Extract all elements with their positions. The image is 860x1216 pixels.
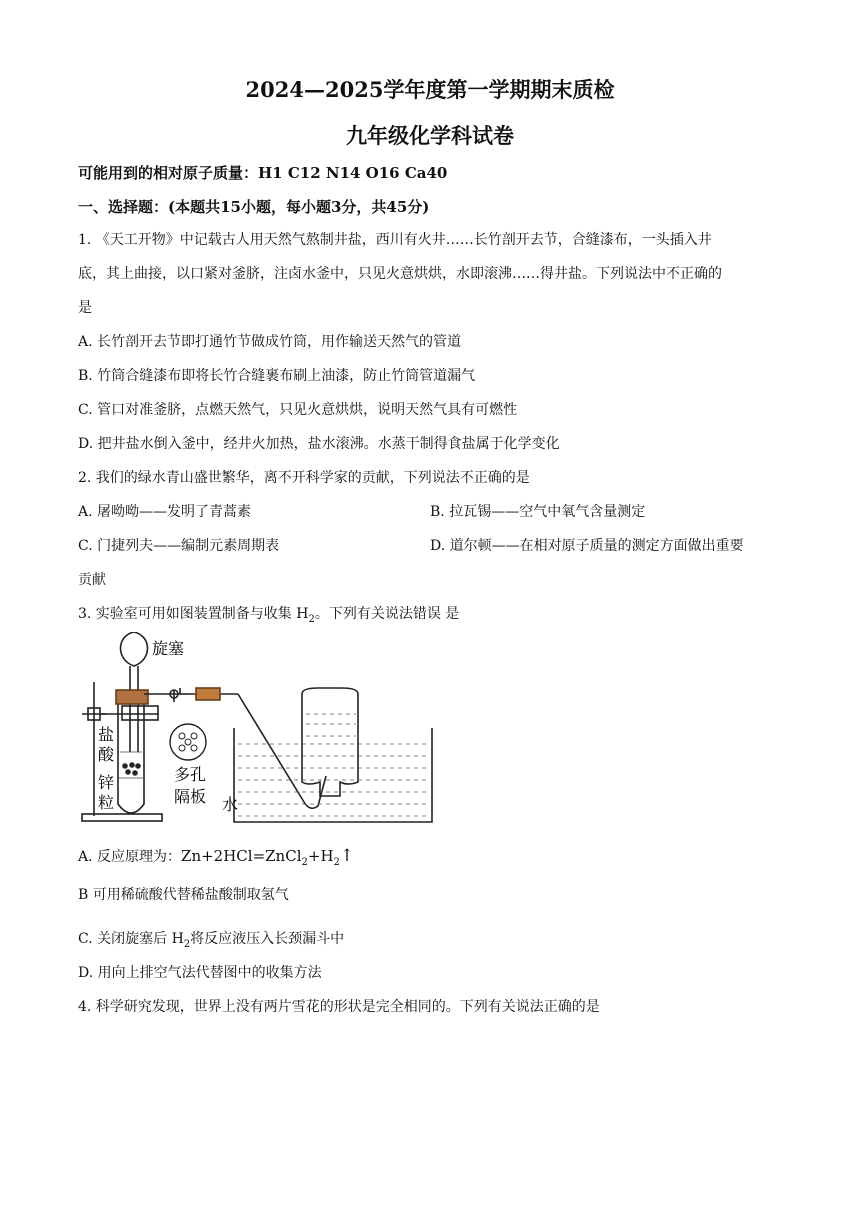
q3-option-b: B 可用稀硫酸代替稀盐酸制取氢气 — [78, 887, 289, 903]
q3-option-a-sub2: 2 — [333, 856, 340, 868]
q1-option-c: C. 管口对准釜脐，点燃天然气，只见火意烘烘，说明天然气具有可燃性 — [78, 402, 518, 418]
q1-option-a: A. 长竹剖开去节即打通竹节做成竹筒，用作输送天然气的管道 — [78, 334, 462, 350]
q3-stem — [78, 604, 459, 630]
q2-option-b: B. 拉瓦锡——空气中氧气含量测定 — [430, 504, 646, 520]
exam-title-line1: 2024—2025学年度第一学期期末质检 — [245, 77, 615, 102]
label-porous-1: 多孔 — [174, 765, 207, 784]
stand-platform — [122, 706, 158, 720]
zinc-granule — [126, 770, 131, 775]
q3-option-a-arrow: ↑ — [339, 846, 355, 866]
q1-stem-line2: 底，其上曲接，以口紧对釜脐，注卤水釜中，只见火意烘烘，水即滚沸……得井盐。下列说法中不正确的 — [78, 266, 722, 282]
q2-stem: 2. 我们的绿水青山盛世繁华，离不开科学家的贡献，下列说法不正确的是 — [78, 470, 530, 486]
q3-option-a-plus: +H — [307, 847, 334, 865]
zinc-granule — [136, 764, 141, 769]
label-acid-1: 盐 — [98, 725, 115, 744]
rubber-tubing — [196, 688, 220, 700]
exam-title-line2: 九年级化学科试卷 — [346, 123, 514, 148]
plate-hole — [179, 745, 185, 751]
q1-stem-line3: 是 — [78, 300, 92, 316]
zinc-granule — [123, 764, 128, 769]
label-water: 水 — [222, 795, 239, 814]
funnel-bulb — [121, 632, 148, 666]
label-zinc-2: 粒 — [98, 793, 115, 812]
zinc-granule — [133, 771, 138, 776]
q3-stem-subscript: 2 — [308, 613, 315, 625]
q3-stem-text: 3. 实验室可用如图装置制备与收集 H — [78, 606, 309, 622]
q2-option-a: A. 屠呦呦——发明了青蒿素 — [78, 504, 252, 520]
q1-stem-line1: 1. 《天工开物》中记载古人用天然气熬制井盐，西川有火井……长竹剖开去节，合缝漆布，一头插入井 — [78, 232, 712, 248]
q3-option-a-sub1: 2 — [301, 856, 308, 868]
q3-option-c-sub: 2 — [183, 938, 191, 950]
plate-hole — [185, 739, 191, 745]
label-zinc-1: 锌 — [98, 773, 115, 792]
q3-option-d: D. 用向上排空气法代替图中的收集方法 — [78, 965, 322, 981]
q4-stem: 4. 科学研究发现，世界上没有两片雪花的形状是完全相同的。下列有关说法正确的是 — [78, 999, 600, 1015]
q2-option-d: D. 道尔顿——在相对原子质量的测定方面做出重要 — [430, 538, 744, 554]
label-acid-2: 酸 — [98, 745, 115, 764]
q3-option-a-formula: Zn+2HCl=ZnCl — [181, 847, 302, 865]
q3-option-c-text: C. 关闭旋塞后 H — [78, 931, 184, 947]
zinc-granule — [130, 763, 135, 768]
q2-option-d-cont: 贡献 — [78, 572, 106, 588]
plate-hole — [191, 733, 197, 739]
q1-option-d: D. 把井盐水倒入釜中，经井火加热，盐水滚沸。水蒸干制得食盐属于化学变化 — [78, 436, 560, 452]
section-title: 一、选择题：(本题共15小题，每小题3分，共45分) — [78, 198, 430, 216]
label-porous-2: 隔板 — [174, 787, 207, 806]
q2-option-c: C. 门捷列夫——编制元素周期表 — [78, 538, 280, 554]
plate-hole — [191, 745, 197, 751]
rubber-stopper — [116, 690, 148, 704]
water-trough — [234, 728, 432, 822]
delivery-tube-segment-3 — [238, 694, 326, 808]
plate-hole — [179, 733, 185, 739]
q1-option-b: B. 竹筒合缝漆布即将长竹合缝裹布刷上油漆，防止竹筒管道漏气 — [78, 368, 476, 384]
q3-option-c-text-end: 将反应液压入长颈漏斗中 — [190, 931, 345, 947]
atomic-mass-note: 可能用到的相对原子质量：H1 C12 N14 O16 Ca40 — [78, 164, 448, 182]
porous-plate-inset — [170, 724, 206, 760]
q3-option-c — [78, 929, 344, 955]
hydrogen-apparatus-figure — [78, 632, 438, 828]
q3-option-a-prefix: A. 反应原理为： — [78, 849, 182, 865]
q3-option-a — [78, 846, 354, 873]
label-stopcock: 旋塞 — [152, 639, 185, 658]
q3-stem-text-end: 。下列有关说法错误 是 — [314, 606, 460, 622]
